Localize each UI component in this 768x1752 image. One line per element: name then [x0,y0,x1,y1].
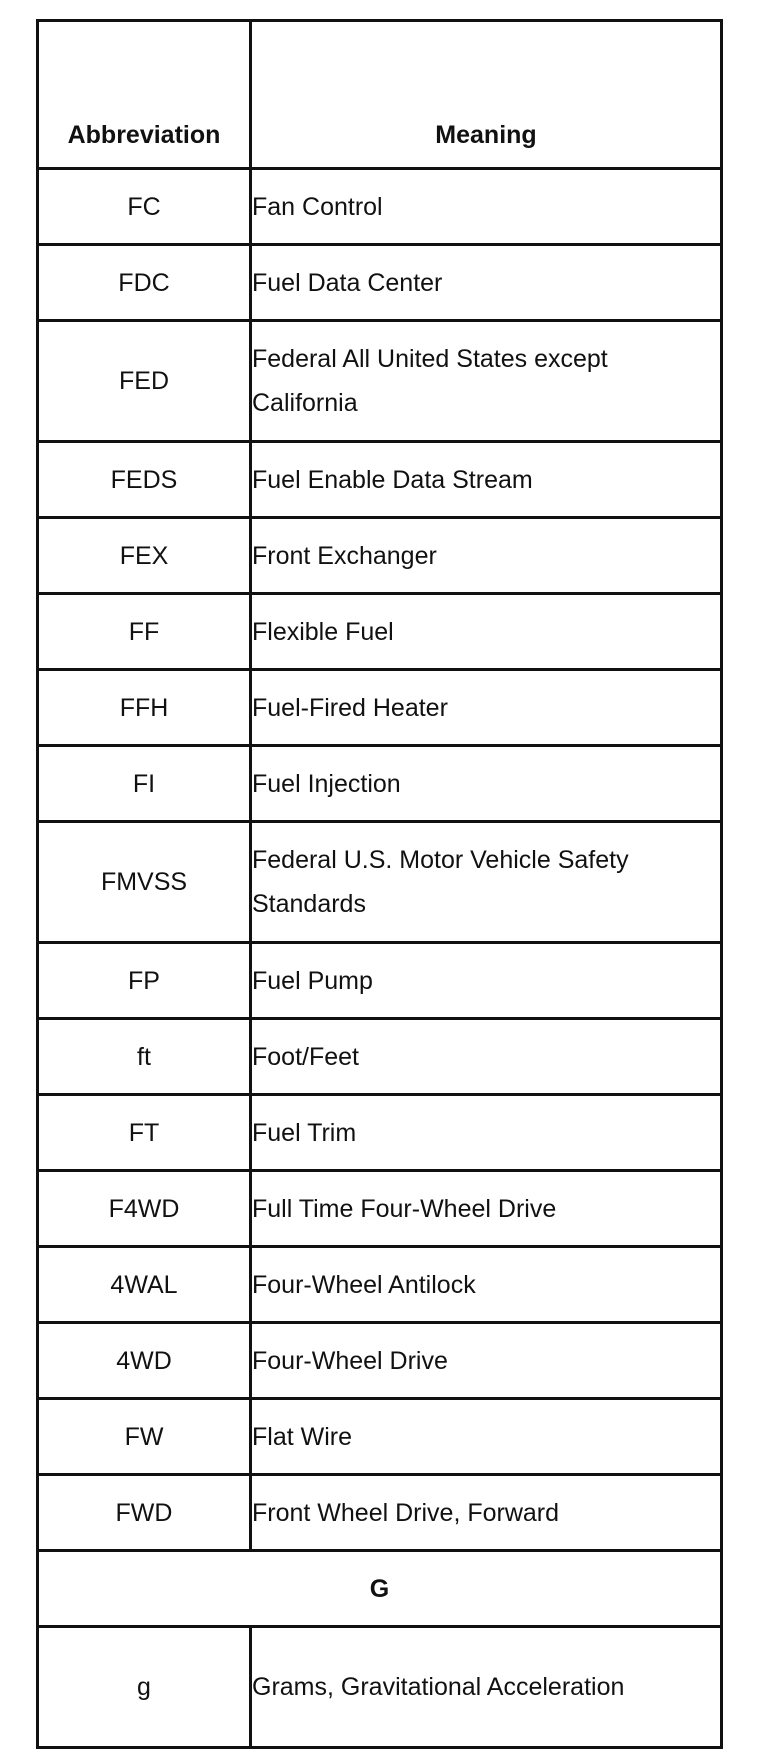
abbreviation-cell: ft [38,1019,251,1095]
meaning-cell: Front Exchanger [251,518,722,594]
meaning-cell: Fuel Enable Data Stream [251,442,722,518]
abbreviation-cell: FC [38,169,251,245]
abbreviation-cell: FMVSS [38,822,251,943]
abbreviation-cell: FP [38,943,251,1019]
meaning-cell: Fuel Data Center [251,245,722,321]
abbreviation-cell: FED [38,321,251,442]
abbreviation-cell: g [38,1627,251,1748]
abbreviation-cell: 4WD [38,1323,251,1399]
meaning-cell: Fuel Trim [251,1095,722,1171]
table-row [38,169,722,245]
table-row [38,822,722,943]
table-row [38,594,722,670]
section-letter: G [38,1551,722,1627]
meaning-cell: Flat Wire [251,1399,722,1475]
abbreviation-cell: FEDS [38,442,251,518]
meaning-cell: Fuel-Fired Heater [251,670,722,746]
table-row [38,1019,722,1095]
meaning-cell: Federal U.S. Motor Vehicle Safety Standards [251,822,722,943]
section-header-row [38,1551,722,1627]
abbreviation-cell: 4WAL [38,1247,251,1323]
meaning-cell: Front Wheel Drive, Forward [251,1475,722,1551]
table-row [38,1095,722,1171]
abbreviation-cell: FF [38,594,251,670]
table-row [38,245,722,321]
meaning-cell: Full Time Four-Wheel Drive [251,1171,722,1247]
abbreviation-cell: FFH [38,670,251,746]
abbreviation-cell: FWD [38,1475,251,1551]
abbreviation-cell: FDC [38,245,251,321]
meaning-cell: Four-Wheel Drive [251,1323,722,1399]
abbreviation-cell: FEX [38,518,251,594]
table-row [38,321,722,442]
table-row [38,746,722,822]
meaning-cell: Flexible Fuel [251,594,722,670]
table-row [38,442,722,518]
table-row [38,1627,722,1748]
abbreviation-column-header: Abbreviation [38,21,251,169]
meaning-cell: Four-Wheel Antilock [251,1247,722,1323]
table-row [38,1399,722,1475]
table-header-row [38,21,722,169]
abbreviation-cell: FI [38,746,251,822]
meaning-column-header: Meaning [251,21,722,169]
table-row [38,1247,722,1323]
abbreviation-cell: FW [38,1399,251,1475]
table-row [38,670,722,746]
table-row [38,1171,722,1247]
abbreviation-cell: F4WD [38,1171,251,1247]
meaning-cell: Fuel Pump [251,943,722,1019]
meaning-cell: Fan Control [251,169,722,245]
abbreviation-table [36,19,723,1749]
table-row [38,943,722,1019]
meaning-cell: Federal All United States except California [251,321,722,442]
meaning-cell: Foot/Feet [251,1019,722,1095]
table-row [38,518,722,594]
abbreviation-cell: FT [38,1095,251,1171]
table-row [38,1323,722,1399]
table-row [38,1475,722,1551]
meaning-cell: Grams, Gravitational Acceleration [251,1627,722,1748]
meaning-cell: Fuel Injection [251,746,722,822]
